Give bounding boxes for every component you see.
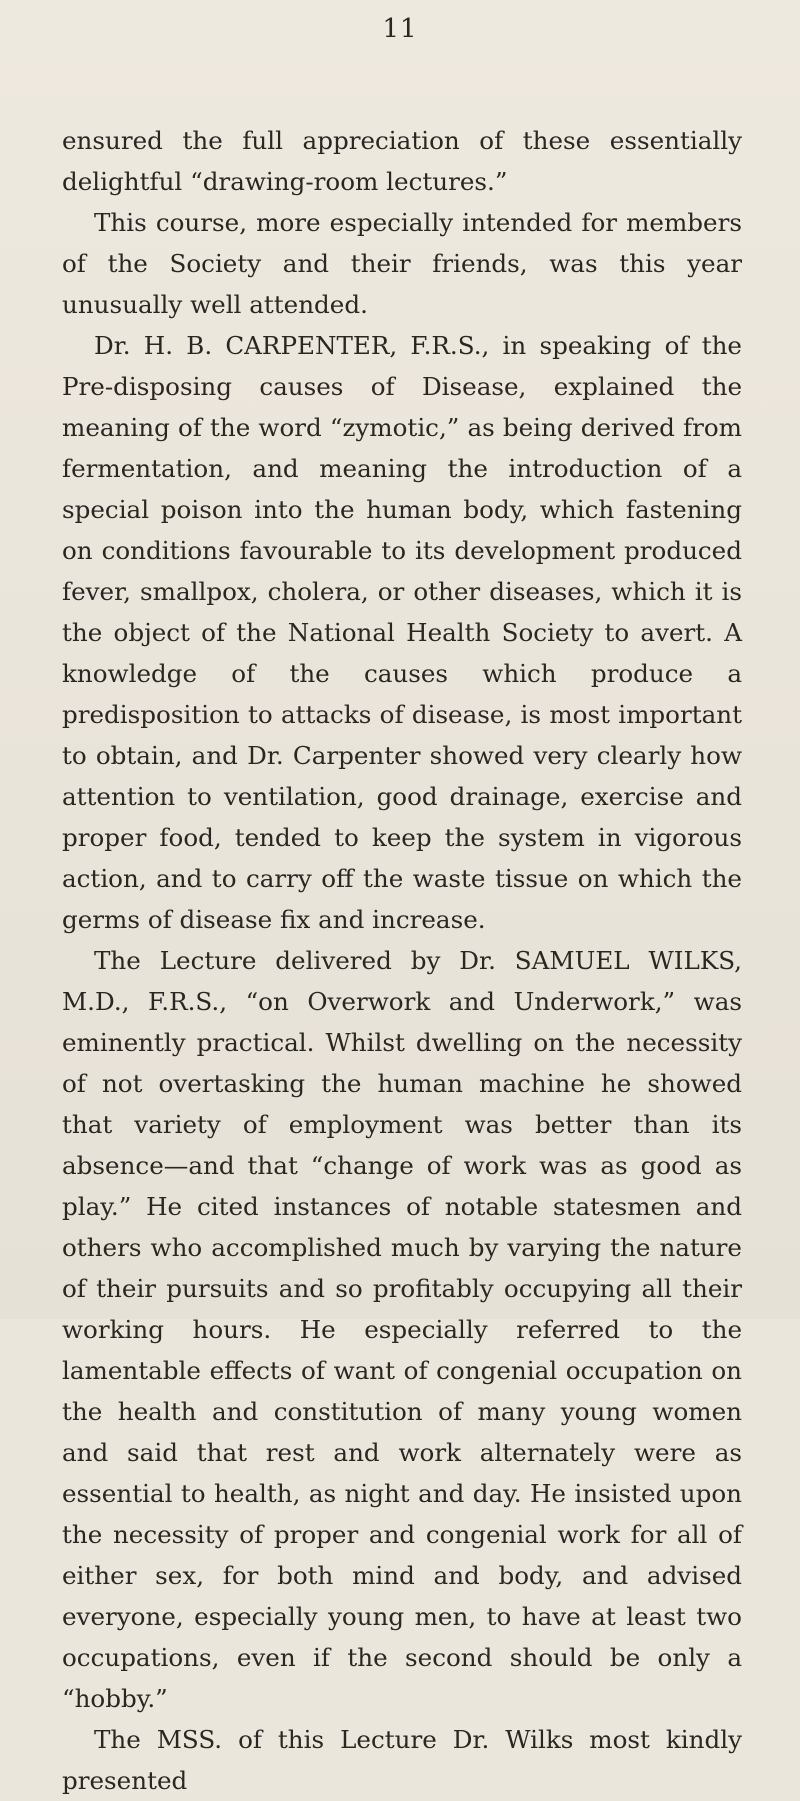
page-number: 11 [382, 14, 418, 44]
paragraph-wilks-lecture: The Lecture delivered by Dr. SAMUEL WILKS, M.D., F.R.S., “on Overwork and Underwork,” was eminently practical. Whilst dwelling on the necessity of not overtasking the human machine he showed that variety of employment was better than its absence—and that “change of work was as good as play.” He cited instances of notable statesmen and others who accomplished much by varying the nature of their pursuits and so profitably occupying all their working hours. He especially referred to the lamentable effects of want of congenial occupation on the health and constitution of many young women and said that rest and work alternately were as essential to health, as night and day. He insisted upon the necessity of proper and congenial work for all of either sex, for both mind and body, and advised everyone, especially young men, to have at least two occupations, even if the second should be only a “hobby.” [62, 946, 742, 1713]
body-text [62, 120, 742, 1801]
paragraph-manuscript: The MSS. of this Lecture Dr. Wilks most kindly presented [62, 1725, 742, 1795]
paragraph-continuation: ensured the full appreciation of these essentially delightful “drawing-room lectures.” [62, 126, 742, 196]
paragraph-course-attendance: This course, more especially intended for members of the Society and their friends, was this year unusually well attended. [62, 208, 742, 319]
paragraph-carpenter-lecture: Dr. H. B. CARPENTER, F.R.S., in speaking of the Pre-disposing causes of Disease, explained the meaning of the word “zymotic,” as being derived from fermentation, and meaning the introduction of a special poison into the human body, which fastening on conditions favourable to its development produced fever, smallpox, cholera, or other diseases, which it is the object of the National Health Society to avert. A knowledge of the causes which produce a predisposition to attacks of disease, is most important to obtain, and Dr. Carpenter showed very clearly how attention to ventilation, good drainage, exercise and proper food, tended to keep the system in vigorous action, and to carry off the waste tissue on which the germs of disease fix and increase. [62, 331, 742, 934]
